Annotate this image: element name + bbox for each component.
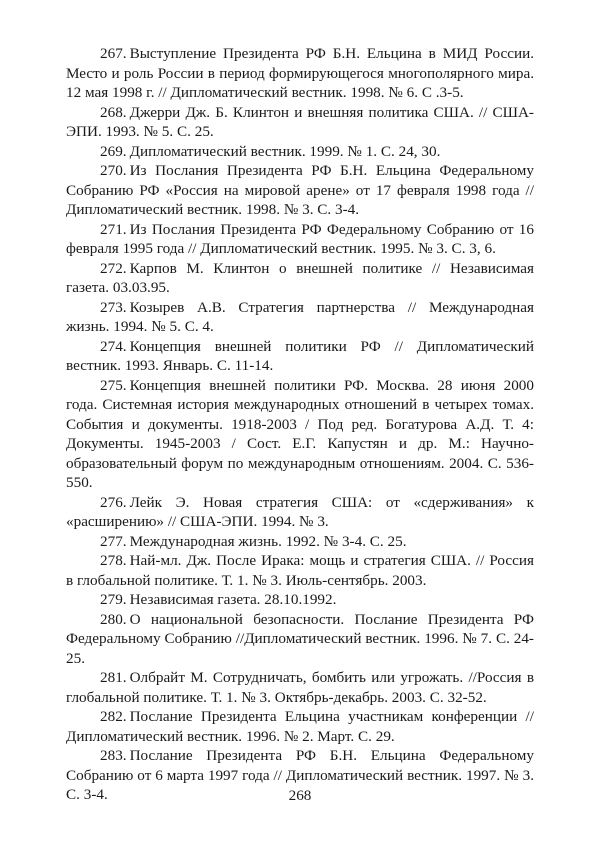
reference-item xyxy=(66,590,534,610)
reference-text: Выступление Президента РФ Б.Н. Ельцина в МИД России. Место и роль России в период формирующегося многополярного мира. 12 мая 1998 г. // Дипломатический вестник. 1998. № 6. С .3-5. xyxy=(66,45,534,101)
reference-number: 277. xyxy=(100,532,127,550)
reference-text: Лейк Э. Новая стратегия США: от «сдерживания» к «расширению» // США-ЭПИ. 1994. № 3. xyxy=(66,493,534,530)
reference-item xyxy=(66,161,534,220)
reference-number: 267. xyxy=(100,45,127,62)
reference-number: 275. xyxy=(100,376,127,394)
reference-text: Независимая газета. 28.10.1992. xyxy=(129,591,337,608)
page-number: 268 xyxy=(288,787,312,804)
reference-number: 270. xyxy=(100,162,127,179)
reference-number: 279. xyxy=(100,591,127,608)
reference-item xyxy=(66,668,534,707)
reference-text: Из Послания Президента РФ Б.Н. Ельцина Федеральному Собранию РФ «Россия на мировой арене» от 17 февраля 1998 года // Дипломатический вестник. 1998. № 3. С. 3-4. xyxy=(66,162,534,218)
reference-number: 274. xyxy=(100,337,127,355)
reference-number: 276. xyxy=(100,493,127,511)
reference-text: Олбрайт М. Сотрудничать, бомбить или угрожать. //Россия в глобальной политике. Т. 1. № 3. Октябрь-декабрь. 2003. С. 32-52. xyxy=(66,669,534,706)
reference-text: Международная жизнь. 1992. № 3-4. С. 25. xyxy=(129,532,407,550)
reference-text: Козырев А.В. Стратегия партнерства // Международная жизнь. 1994. № 5. С. 4. xyxy=(66,298,534,335)
reference-text: Най-мл. Дж. После Ирака: мощь и стратегия США. // Россия в глобальной политике. Т. 1. № 3. Июль-сентябрь. 2003. xyxy=(66,552,534,589)
reference-number: 272. xyxy=(100,259,127,277)
reference-item xyxy=(66,142,534,162)
reference-item xyxy=(66,707,534,746)
reference-item xyxy=(66,220,534,259)
reference-item xyxy=(66,337,534,376)
reference-text: Карпов М. Клинтон о внешней политике // Независимая газета. 03.03.95. xyxy=(66,259,534,296)
reference-text: Концепция внешней политики РФ // Дипломатический вестник. 1993. Январь. С. 11-14. xyxy=(66,337,534,374)
reference-item xyxy=(66,259,534,298)
reference-text: Концепция внешней политики РФ. Москва. 28 июня 2000 года. Системная история международных отношений в четырех томах. События и документы. 1918-2003 / Под ред. Богатурова А.Д. Т. 4: Документы. 1945-2003 / Сост. Е.Г. Капустян и др. М.: Научно-образовательный форум по международным отношениям. 2004. С. 536-550. xyxy=(66,376,534,491)
reference-text: Из Послания Президента РФ Федеральному Собранию от 16 февраля 1995 года // Дипломатический вестник. 1995. № 3. С. 3, 6. xyxy=(66,220,534,257)
reference-text: Дипломатический вестник. 1999. № 1. С. 24, 30. xyxy=(129,142,441,160)
reference-item xyxy=(66,551,534,590)
reference-number: 281. xyxy=(100,669,127,686)
reference-item xyxy=(66,376,534,493)
reference-text: Послание Президента Ельцина участникам конференции //Дипломатический вестник. 1996. № 2. Март. С. 29. xyxy=(66,708,534,745)
reference-number: 268. xyxy=(100,103,127,121)
reference-number: 283. xyxy=(100,747,127,764)
reference-number: 273. xyxy=(100,298,127,316)
reference-number: 278. xyxy=(100,552,127,569)
reference-text: О национальной безопасности. Послание Президента РФ Федеральному Собранию //Дипломатический вестник. 1996. № 7. С. 24-25. xyxy=(66,610,534,667)
reference-item xyxy=(66,103,534,142)
reference-item xyxy=(66,298,534,337)
reference-item xyxy=(66,44,534,103)
reference-item xyxy=(66,610,534,669)
reference-number: 269. xyxy=(100,142,127,160)
reference-text: Джерри Дж. Б. Клинтон и внешняя политика США. // США-ЭПИ. 1993. № 5. С. 25. xyxy=(66,103,534,140)
reference-list xyxy=(66,44,534,805)
reference-item xyxy=(66,493,534,532)
reference-number: 271. xyxy=(100,220,127,238)
reference-number: 282. xyxy=(100,708,127,725)
reference-text: Послание Президента РФ Б.Н. Ельцина Федеральному Собранию от 6 марта 1997 года // Дипломатический вестник. 1997. № 3. С. 3-4. xyxy=(66,747,534,803)
reference-item xyxy=(66,532,534,552)
reference-number: 280. xyxy=(100,610,127,628)
